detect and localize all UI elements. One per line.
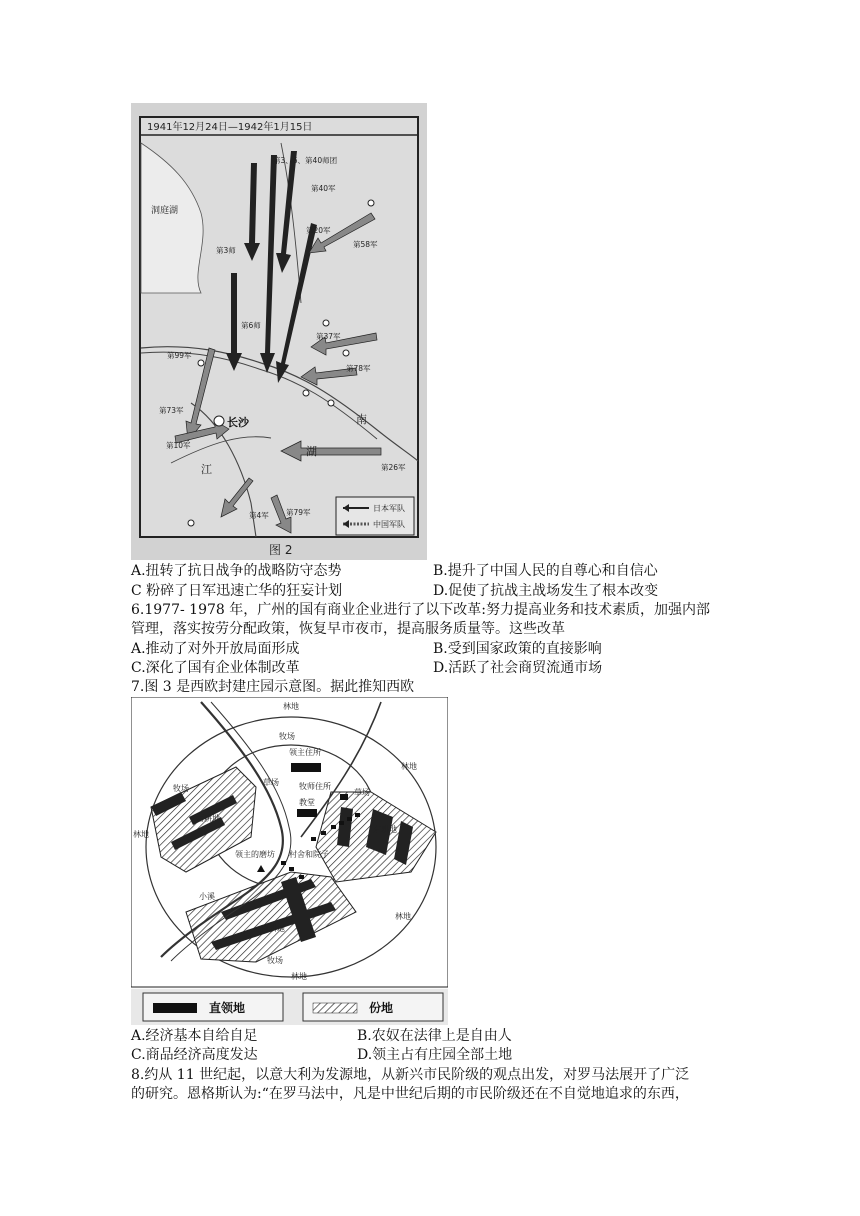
label-woodland-bottom-right: 林地 xyxy=(395,912,411,921)
church-icon xyxy=(297,809,317,817)
legend-holding: 份地 xyxy=(369,1001,394,1015)
label-east-field: 东耕地 xyxy=(373,825,397,834)
battle-map-legend xyxy=(336,497,414,535)
date-range-text: 1941年12月24日—1942年1月15日 xyxy=(147,122,313,133)
figure-2-caption: 图 2 xyxy=(269,543,293,557)
q7-option-d: D.领主占有庄园全部土地 xyxy=(357,1047,513,1063)
q8-stem-line-1: 8.约从 11 世纪起，以意大利为发源地，从新兴市民阶级的观点出发，对罗马法展开了广泛 xyxy=(131,1067,690,1083)
label-west-field: 西耕地 xyxy=(196,814,220,823)
label-priest-house: 牧师住所 xyxy=(299,782,331,791)
label-jiang: 江 xyxy=(201,463,212,476)
q7-stem: 7.图 3 是西欧封建庄园示意图。据此推知西欧 xyxy=(131,679,415,695)
label-army-99: 第99军 xyxy=(167,351,192,360)
battle-map-svg xyxy=(131,103,427,560)
label-village: 村舍和院子 xyxy=(289,850,329,859)
legend-chinese: 中国军队 xyxy=(373,520,405,529)
q6-option-a: A.推动了对外开放局面形成 xyxy=(131,641,300,657)
label-woodland-left: 林地 xyxy=(133,830,149,839)
q7-option-b: B.农奴在法律上是自由人 xyxy=(357,1028,512,1044)
label-south-field: 南耕地 xyxy=(261,924,285,933)
label-army-20: 第20军 xyxy=(306,226,331,235)
label-woodland-top: 林地 xyxy=(283,702,299,711)
label-army-58: 第58军 xyxy=(353,240,378,249)
label-army-79: 第79军 xyxy=(286,508,311,517)
label-army-6: 第6师 xyxy=(241,321,261,330)
figure-3-manor-diagram xyxy=(131,697,448,1025)
q6-option-b: B.受到国家政策的直接影响 xyxy=(433,641,602,657)
label-meadow-left: 草场 xyxy=(263,778,279,787)
label-woodland-bottom: 林地 xyxy=(291,972,307,981)
label-army-10: 第10军 xyxy=(166,441,191,450)
label-army-40: 第40军 xyxy=(311,184,336,193)
q6-option-d: D.活跃了社会商贸流通市场 xyxy=(433,660,603,676)
label-hu: 湖 xyxy=(306,445,317,458)
priest-house-icon xyxy=(340,794,348,800)
label-army-37: 第37军 xyxy=(316,332,341,341)
q6-option-c: C.深化了国有企业体制改革 xyxy=(131,660,300,676)
q8-stem-line-2: 的研究。恩格斯认为:“在罗马法中，凡是中世纪后期的市民阶级还在不自觉地追求的东西， xyxy=(131,1086,689,1102)
q5-option-c: C 粉碎了日军迅速亡华的狂妄计划 xyxy=(131,583,343,599)
label-army-78: 第78军 xyxy=(346,364,371,373)
lord-house-icon xyxy=(291,763,321,772)
q5-option-b: B.提升了中国人民的自尊心和自信心 xyxy=(433,563,658,579)
q6-stem-line-1: 6.1977- 1978 年，广州的国有商业企业进行了以下改革:努力提高业务和技术素质，加强内部 xyxy=(131,602,710,618)
q5-option-a: A.扭转了抗日战争的战略防守态势 xyxy=(131,563,342,579)
manor-legend xyxy=(131,989,448,1025)
label-army-26: 第26军 xyxy=(381,463,406,472)
q5-option-d: D.促使了抗战主战场发生了根本改变 xyxy=(433,583,659,599)
label-meadow-right: 草场 xyxy=(354,788,370,797)
label-pasture-top: 牧场 xyxy=(279,732,295,741)
label-mill: 领主的磨坊 xyxy=(235,850,275,859)
manor-svg xyxy=(131,697,448,1025)
label-pasture-left: 牧场 xyxy=(173,784,189,793)
label-army-4: 第4军 xyxy=(249,511,269,520)
figure-2-battle-map xyxy=(131,103,427,560)
label-lord-house: 领主住所 xyxy=(289,748,321,757)
q7-option-a: A.经济基本自给自足 xyxy=(131,1028,258,1044)
label-army-3: 第3师 xyxy=(216,246,236,255)
label-woodland-right: 林地 xyxy=(401,762,417,771)
label-changsha: 长沙 xyxy=(227,416,249,429)
label-dongting: 洞庭湖 xyxy=(151,206,179,216)
legend-demesne: 直领地 xyxy=(209,1001,246,1015)
label-army-3-6: 第3、6、第40师团 xyxy=(273,156,338,165)
label-nan: 南 xyxy=(356,413,367,426)
label-pasture-bottom: 牧场 xyxy=(267,956,283,965)
label-army-73: 第73军 xyxy=(159,406,184,415)
label-stream: 小溪 xyxy=(199,892,215,901)
legend-japanese: 日本军队 xyxy=(373,504,405,513)
q6-stem-line-2: 管理，落实按劳分配政策，恢复早市夜市，提高服务质量等。这些改革 xyxy=(131,621,565,637)
q7-option-c: C.商品经济高度发达 xyxy=(131,1047,258,1063)
label-church: 教堂 xyxy=(299,798,315,807)
